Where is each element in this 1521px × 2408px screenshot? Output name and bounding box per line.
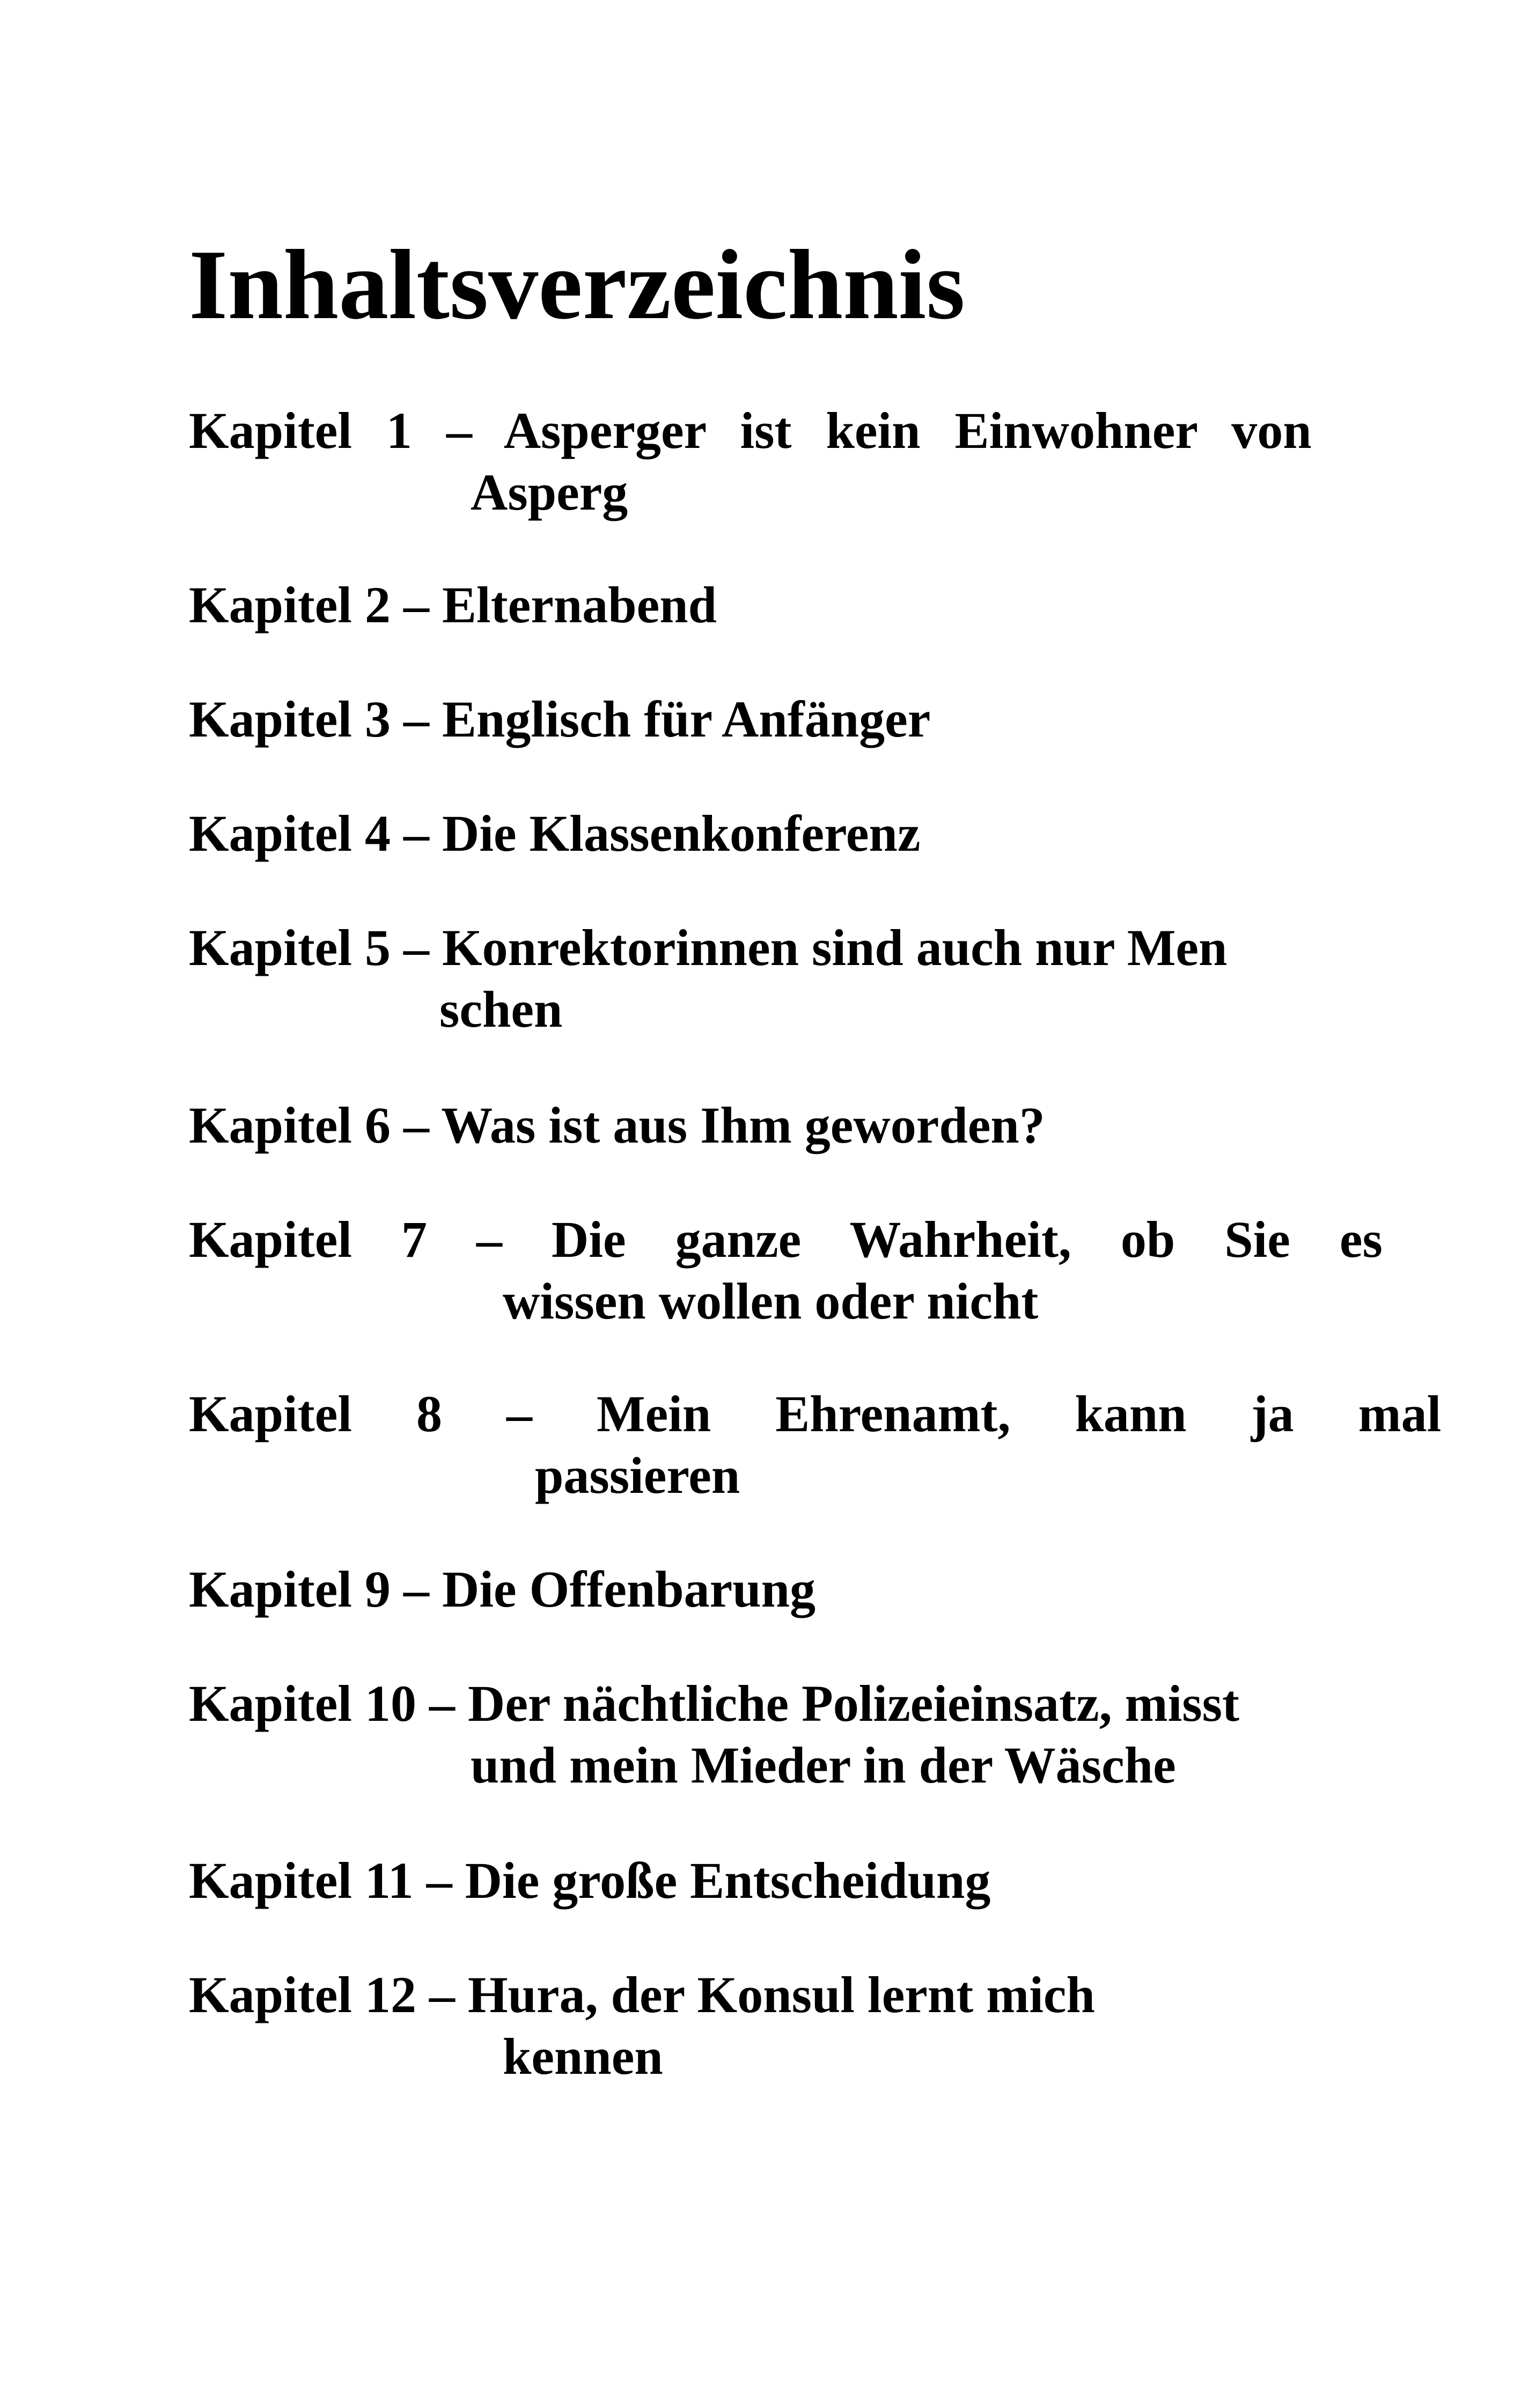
toc-entry-continuation: kennen [503, 2028, 663, 2085]
toc-entry-chapter-1 [189, 400, 1312, 523]
toc-entry-text: Kapitel 10 – Der nächtliche Polizeieinsatz, misst [189, 1675, 1239, 1732]
toc-entry-chapter-4 [189, 802, 1293, 864]
toc-entry-text: Kapitel 12 – Hura, der Konsul lernt mich [189, 1966, 1095, 2023]
toc-entry-continuation: und mein Mieder in der Wäsche [471, 1736, 1176, 1794]
toc-entry-continuation: wissen wollen oder nicht [503, 1272, 1039, 1330]
toc-entry-continuation: Asperg [471, 463, 628, 521]
toc-entry-chapter-11 [189, 1850, 1293, 1911]
toc-entry-text: Kapitel 2 – Elternabend [189, 576, 717, 634]
toc-entry-chapter-10 [189, 1673, 1293, 1796]
toc-entry-chapter-5 [189, 917, 1293, 1040]
toc-entry-chapter-9 [189, 1558, 1293, 1620]
toc-entry-text: Kapitel 11 – Die große Entscheidung [189, 1852, 991, 1909]
toc-entry-continuation: passieren [535, 1447, 740, 1504]
toc-entry-chapter-3 [189, 688, 1293, 750]
toc-entry-text: Kapitel 6 – Was ist aus Ihm geworden? [189, 1096, 1045, 1154]
toc-entry-text: Kapitel 3 – Englisch für Anfänger [189, 690, 931, 748]
toc-entry-chapter-2 [189, 574, 1293, 636]
toc-entry-line [189, 1209, 1383, 1270]
toc-entry-text: Kapitel 8 – Mein Ehrenamt, kann ja mal [189, 1385, 1442, 1442]
toc-entry-text: Kapitel 1 – Asperger ist kein Einwohner von [189, 402, 1312, 459]
toc-entry-continuation: schen [439, 981, 563, 1038]
toc-title: Inhaltsverzeichnis [189, 230, 965, 340]
toc-entry-text: Kapitel 7 – Die ganze Wahrheit, ob Sie es [189, 1211, 1383, 1268]
toc-entry-chapter-8 [189, 1383, 1442, 1506]
toc-entry-chapter-12 [189, 1964, 1293, 2087]
toc-entry-line [189, 400, 1312, 461]
toc-entry-text: Kapitel 5 – Konrektorinnen sind auch nur Men [189, 919, 1228, 976]
toc-entry-chapter-7 [189, 1209, 1383, 1332]
toc-entry-text: Kapitel 9 – Die Offenbarung [189, 1560, 815, 1618]
toc-entry-text: Kapitel 4 – Die Klassenkonferenz [189, 805, 921, 862]
toc-entry-chapter-6 [189, 1094, 1293, 1156]
toc-entry-line [189, 1383, 1442, 1445]
